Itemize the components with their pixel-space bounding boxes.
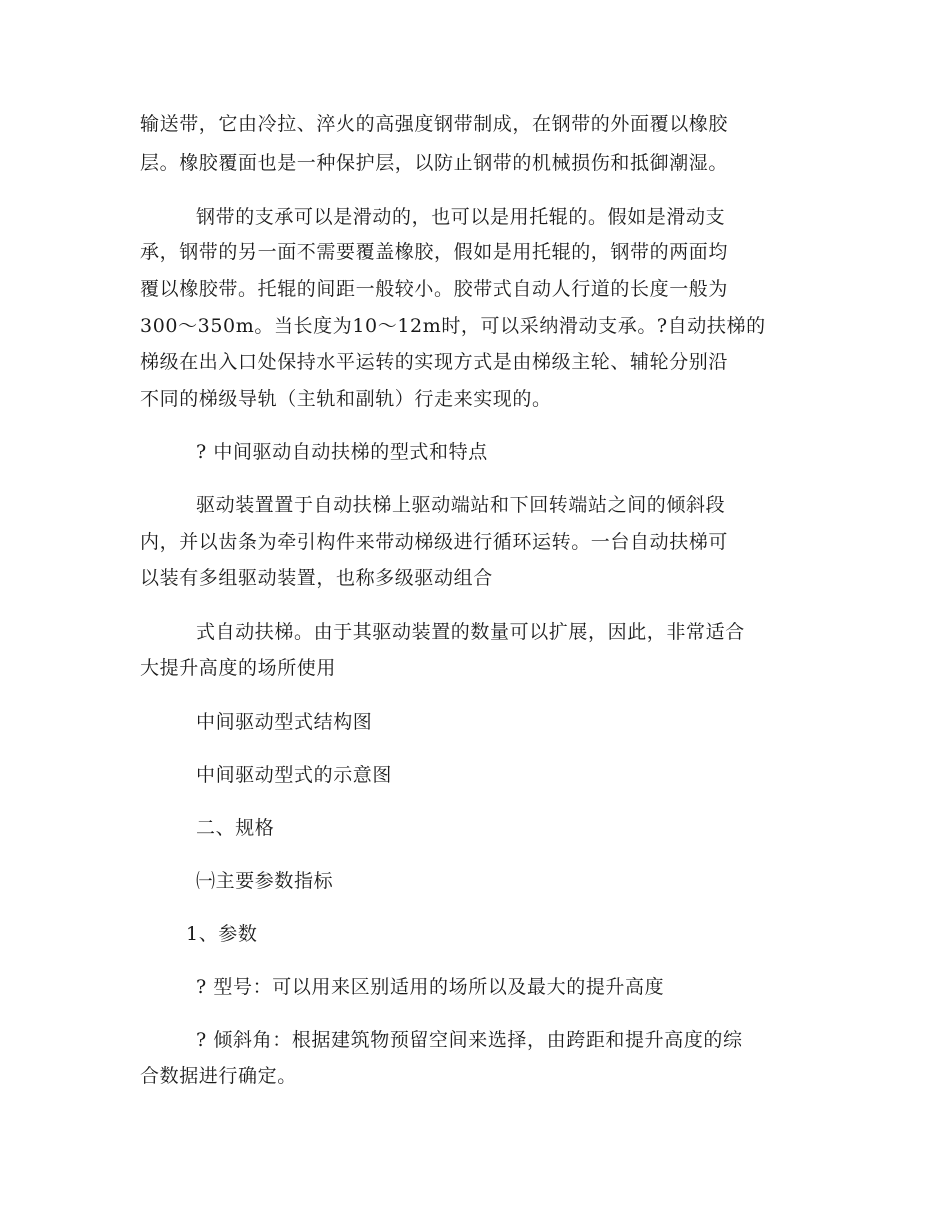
text-line: ? 倾斜角：根据建筑物预留空间来选择，由跨距和提升高度的综 bbox=[196, 1029, 743, 1051]
text-line: 内，并以齿条为牵引构件来带动梯级进行循环运转。一台自动扶梯可 bbox=[140, 531, 729, 553]
text-line: 合数据进行确定。 bbox=[140, 1065, 297, 1087]
text-line: 输送带，它由冷拉、淬火的高强度钢带制成，在钢带的外面覆以橡胶 bbox=[140, 113, 729, 135]
list-item-model: ? 型号：可以用来区别适用的场所以及最大的提升高度 bbox=[196, 976, 665, 998]
text-line: 以装有多组驱动装置，也称多级驱动组合 bbox=[140, 567, 493, 589]
subsection-heading-main-parameters: ㈠主要参数指标 bbox=[196, 870, 334, 892]
text-line: 式自动扶梯。由于其驱动装置的数量可以扩展，因此，非常适合 bbox=[196, 621, 745, 643]
section-heading-specifications: 二、规格 bbox=[196, 817, 275, 839]
text-line: 驱动装置置于自动扶梯上驱动端站和下回转端站之间的倾斜段 bbox=[196, 494, 726, 516]
text-line: 300～350m。当长度为10～12m时，可以采纳滑动支承。?自动扶梯的 bbox=[140, 315, 766, 337]
figure-caption-schematic: 中间驱动型式的示意图 bbox=[196, 764, 393, 786]
subsection-heading-parameters: 1、参数 bbox=[186, 923, 258, 945]
text-line: 覆以橡胶带。托辊的间距一般较小。胶带式自动人行道的长度一般为 bbox=[140, 278, 729, 300]
text-line: 钢带的支承可以是滑动的，也可以是用托辊的。假如是滑动支 bbox=[196, 206, 726, 228]
figure-caption-structure: 中间驱动型式结构图 bbox=[196, 711, 373, 733]
text-line: 梯级在出入口处保持水平运转的实现方式是由梯级主轮、辅轮分别沿 bbox=[140, 351, 729, 373]
section-heading-middle-drive: ? 中间驱动自动扶梯的型式和特点 bbox=[196, 441, 488, 463]
text-line: 承，钢带的另一面不需要覆盖橡胶，假如是用托辊的，钢带的两面均 bbox=[140, 241, 729, 263]
text-line: 不同的梯级导轨（主轨和副轨）行走来实现的。 bbox=[140, 388, 552, 410]
text-line: 大提升高度的场所使用 bbox=[140, 657, 337, 679]
text-line: 层。橡胶覆面也是一种保护层，以防止钢带的机械损伤和抵御潮湿。 bbox=[140, 152, 729, 174]
